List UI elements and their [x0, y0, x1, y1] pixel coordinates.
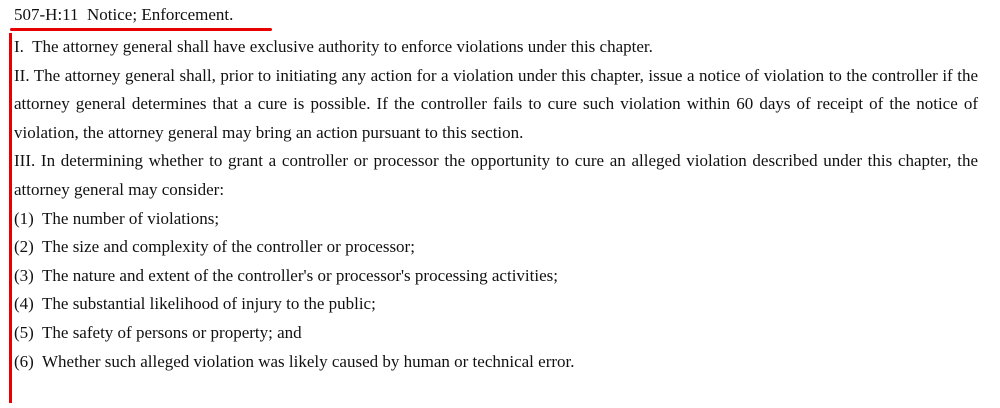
red-margin-bar-annotation: [9, 33, 12, 403]
list-item: (5) The safety of persons or property; and: [14, 322, 302, 342]
paragraph-ii: II. The attorney general shall, prior to initiating any action for a violation under this chapter, issue a notice of violation to the controller if the attorney general determines that a cure is possible. If the controller fails to cure such violation within 60 days of receipt of the notice of violation, the attorney general may bring an action pursuant to this section.: [14, 65, 978, 142]
paragraph-i: I. The attorney general shall have exclusive authority to enforce violations under this chapter.: [14, 37, 653, 56]
red-underline-annotation: [10, 28, 272, 31]
section-body: [14, 33, 978, 376]
list-item: (4) The substantial likelihood of injury to the public;: [14, 294, 376, 314]
section-heading: 507-H:11 Notice; Enforcement.: [14, 5, 234, 24]
list-item: (3) The nature and extent of the controller's or processor's processing activities;: [14, 265, 558, 285]
list-item: (6) Whether such alleged violation was likely caused by human or technical error.: [14, 351, 575, 371]
factor-list: [14, 205, 978, 377]
list-item: (1) The number of violations;: [14, 208, 220, 228]
paragraph-iii: III. In determining whether to grant a controller or processor the opportunity to cure an alleged violation described under this chapter, the attorney general may consider:: [14, 151, 978, 199]
list-item: (2) The size and complexity of the controller or processor;: [14, 237, 415, 257]
